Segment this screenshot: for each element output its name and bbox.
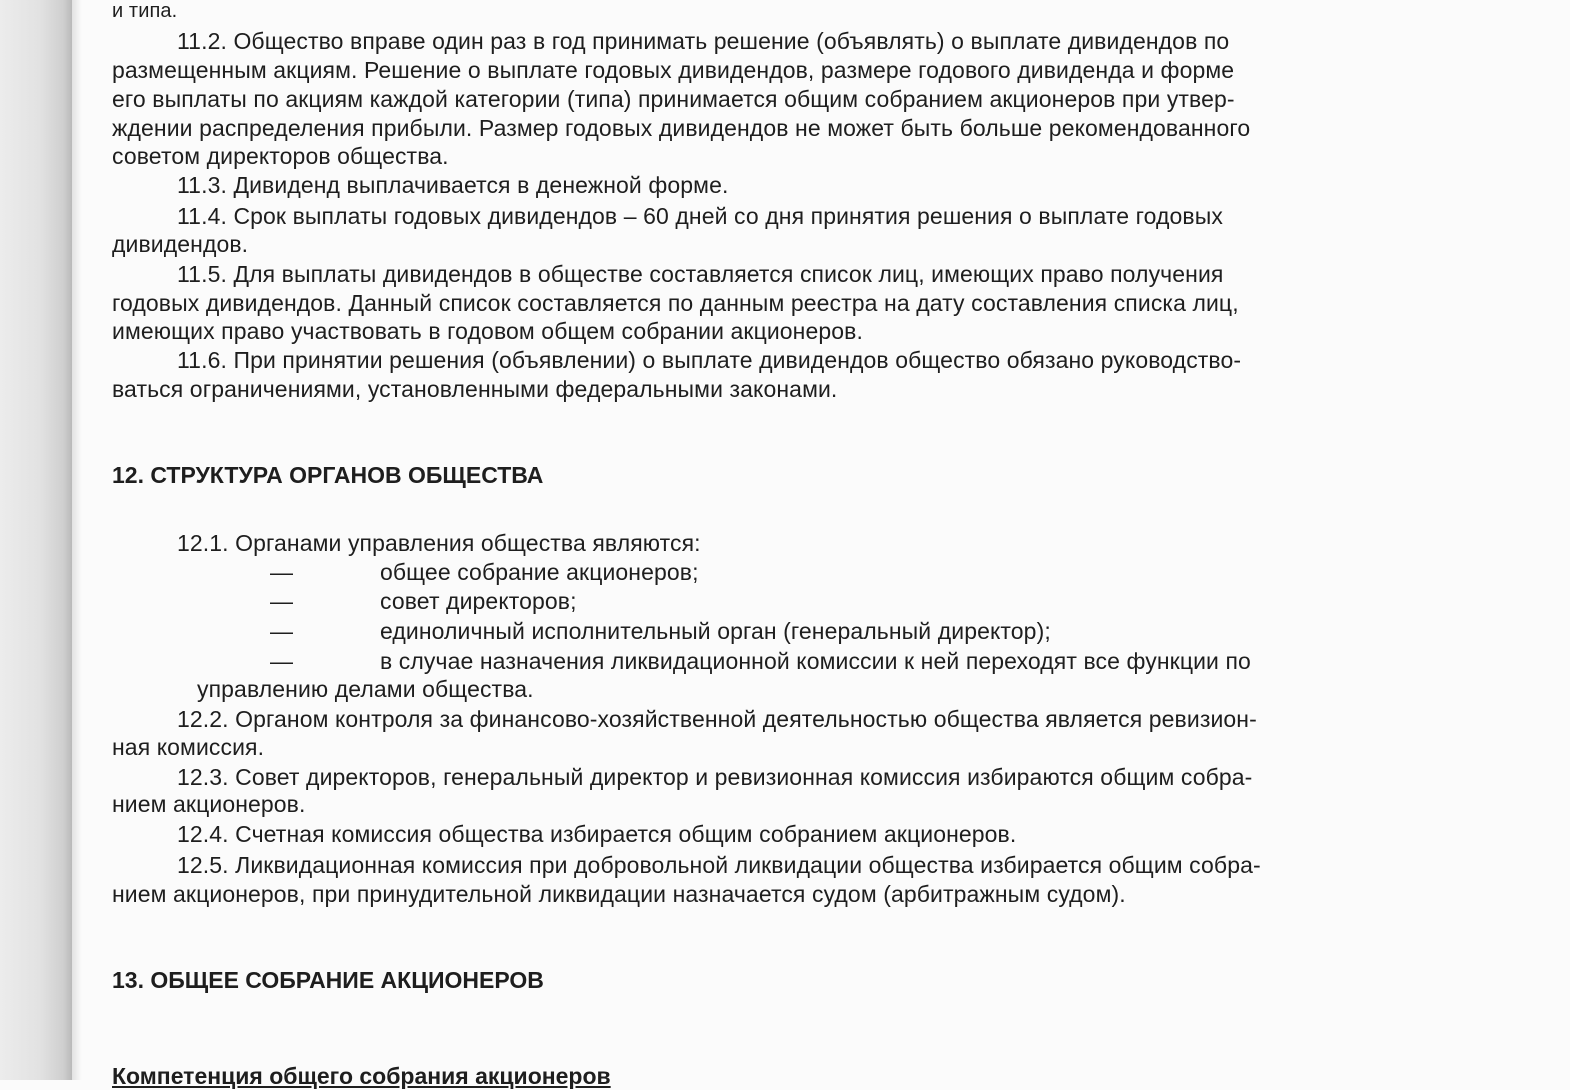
paragraph-line: ждении распределения прибыли. Размер годовых дивидендов не может быть больше рекомендованного: [112, 115, 1251, 141]
paragraph-line: ная комиссия.: [112, 734, 265, 760]
list-dash: —: [270, 588, 293, 614]
list-item: в случае назначения ликвидационной комиссии к ней переходят все функции по: [380, 648, 1251, 674]
paragraph-line: его выплаты по акциям каждой категории (типа) принимается общим собранием акционеров при утвер-: [112, 86, 1235, 112]
paragraph-line: дивидендов.: [112, 231, 249, 257]
paragraph-11-6: 11.6. При принятии решения (объявлении) о выплате дивидендов общество обязано руководство-: [177, 347, 1242, 373]
paragraph-11-5: 11.5. Для выплаты дивидендов в обществе составляется список лиц, имеющих право получения: [177, 261, 1224, 287]
section-12-heading: 12. СТРУКТУРА ОРГАНОВ ОБЩЕСТВА: [112, 462, 544, 488]
list-item: единоличный исполнительный орган (генеральный директор);: [380, 618, 1051, 644]
list-item-continuation: управлению делами общества.: [197, 676, 534, 702]
paragraph-line: размещенным акциям. Решение о выплате годовых дивидендов, размере годового дивиденда и форме: [112, 57, 1235, 83]
list-item: общее собрание акционеров;: [380, 559, 699, 585]
paragraph-line: имеющих право участвовать в годовом общем собрании акционеров.: [112, 318, 863, 344]
paragraph-11-4: 11.4. Срок выплаты годовых дивидендов – 60 дней со дня принятия решения о выплате годовых: [177, 203, 1223, 229]
list-dash: —: [270, 648, 293, 674]
page-binding-edge: [72, 0, 82, 1080]
paragraph-line: нием акционеров.: [112, 791, 306, 817]
paragraph-12-1: 12.1. Органами управления общества являются:: [177, 530, 701, 556]
paragraph-12-4: 12.4. Счетная комиссия общества избирается общим собранием акционеров.: [177, 821, 1017, 847]
paragraph-line: годовых дивидендов. Данный список составляется по данным реестра на дату составления списка лиц,: [112, 290, 1239, 316]
paragraph-11-3: 11.3. Дивиденд выплачивается в денежной форме.: [177, 172, 729, 198]
paragraph-line: нием акционеров, при принудительной ликвидации назначается судом (арбитражным судом).: [112, 881, 1126, 907]
page-binding-shadow: [0, 0, 72, 1080]
paragraph-line: ваться ограничениями, установленными федеральными законами.: [112, 376, 838, 402]
paragraph-line: и типа.: [112, 0, 178, 22]
paragraph-line: советом директоров общества.: [112, 143, 449, 169]
paragraph-12-5: 12.5. Ликвидационная комиссия при добровольной ликвидации общества избирается общим собра-: [177, 852, 1261, 878]
section-13-heading: 13. ОБЩЕЕ СОБРАНИЕ АКЦИОНЕРОВ: [112, 967, 544, 993]
list-item: совет директоров;: [380, 588, 577, 614]
paragraph-12-3: 12.3. Совет директоров, генеральный директор и ревизионная комиссия избираются общим собра-: [177, 764, 1253, 790]
subsection-heading: Компетенция общего собрания акционеров: [112, 1063, 611, 1089]
list-dash: —: [270, 618, 293, 644]
paragraph-11-2: 11.2. Общество вправе один раз в год принимать решение (объявлять) о выплате дивидендов по: [177, 28, 1230, 54]
list-dash: —: [270, 559, 293, 585]
paragraph-12-2: 12.2. Органом контроля за финансово-хозяйственной деятельностью общества является ревизион-: [177, 706, 1257, 732]
